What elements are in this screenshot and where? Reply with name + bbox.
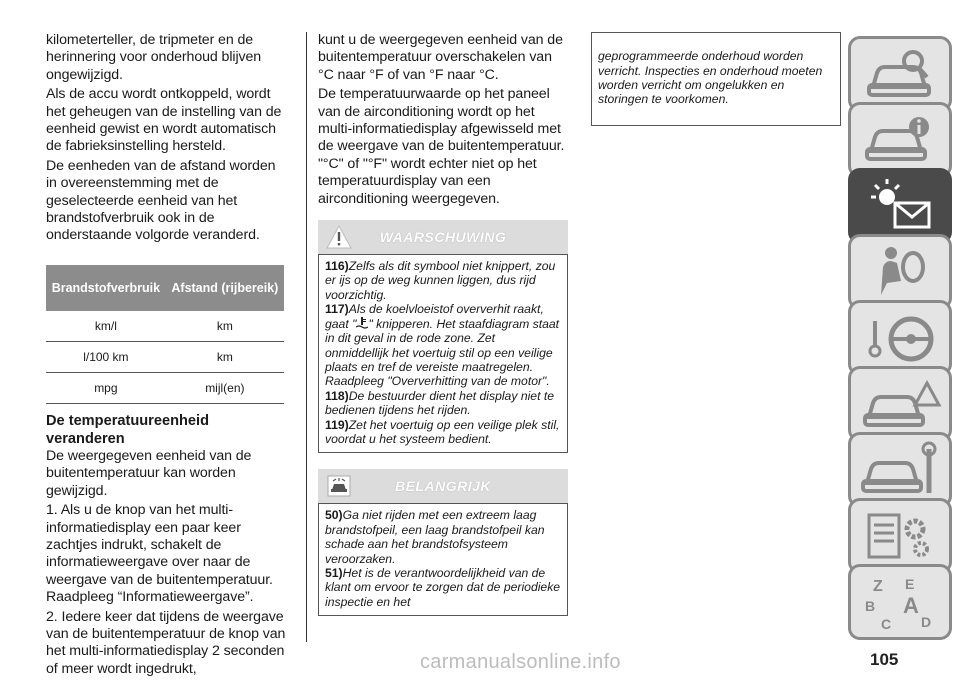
svg-text:B: B [865,598,876,614]
tab-starting-driving[interactable] [848,300,952,376]
important-title: BELANGRIJK [394,478,491,495]
paragraph: De temperatuurwaarde op het paneel van de airconditioning wordt op het multi-informatiedisplay afgewisseld met de weergave van de buitentemperatuur. "°C" of "°F" wordt echter niet op het temperatuurdisplay van een airconditioning weergegeven. [318,86,565,207]
paragraph: kilometerteller, de tripmeter en de herinnering voor onderhoud blijven ongewijzigd. [46,32,262,83]
watermark: carmanualsonline.info [420,651,621,673]
item-text: Als de koelvloeistof oververhit raakt, gaat " [325,302,544,331]
warning-light-message-icon [851,171,949,241]
item-number: 116) [325,259,349,274]
warning-item [325,302,561,388]
item-text: " knipperen. Het staafdiagram staat in dit geval in de rode zone. Zet onmiddellijk het voertuig stil op een veilige plaats en tref de vereiste maatregelen. Raadpleeg "Oververhitting van de motor". [325,316,560,389]
tab-car-info[interactable] [848,102,952,178]
table-header: Brandstofverbruik [46,265,166,311]
svg-text:E: E [905,576,915,592]
car-info-icon [851,105,949,175]
tab-car-search[interactable] [848,36,952,112]
warning-item [325,418,561,447]
svg-text:C: C [881,616,892,632]
key-steering-wheel-icon [851,303,949,373]
column-right [591,32,841,126]
section-heading: De temperatuureenheid veranderen [46,412,210,447]
table-cell: km/l [46,311,166,342]
warning-header [318,220,568,254]
svg-text:Z: Z [873,578,883,595]
item-number: 50) [325,508,343,523]
warning-box [318,254,568,453]
table-cell: l/100 km [46,341,166,372]
item-number: 118) [325,388,349,403]
table-header: Afstand (rijbereik) [166,265,284,311]
tab-technical-data[interactable] [848,498,952,574]
paragraph: De eenheden van de afstand worden in overeenstemming met de geselecteerde eenheid van het brandstofverbruik ook in de onderstaande volgorde veranderd. [46,157,276,244]
paragraph: 2. Iedere keer dat tijdens de weergave van de buitentemperatuur de knop van het multi-informatiedisplay 2 seconden of meer wordt ingedrukt, [46,608,286,677]
item-number: 117) [325,302,349,317]
column-middle [318,32,568,616]
paragraph: kunt u de weergegeven eenheid van de buitentemperatuur overschakelen van °C naar °F of van °F naar °C. [318,32,563,83]
important-box-continued [591,32,841,126]
table-row [46,372,284,403]
item-number: 51) [325,565,343,580]
document-gear-icon [851,501,949,571]
unit-table [46,265,284,404]
item-text: Ga niet rijden met een extreem laag brandstofpeil, een laag brandstofpeil kan schade aan het brandstofsysteem veroorzaken. [325,508,545,566]
table-row [46,311,284,342]
tab-maintenance[interactable] [848,432,952,508]
important-header [318,469,568,503]
tab-emergency[interactable] [848,366,952,442]
item-text: Zet het voertuig op een veilige plek stil, voordat u het systeem bedient. [325,417,560,446]
car-wrench-icon [851,435,949,505]
item-number: 119) [325,417,349,432]
warning-car-icon [851,369,949,439]
car-search-icon [851,39,949,109]
airbag-seat-icon [851,237,949,307]
table-cell: km [166,341,284,372]
important-box [318,503,568,616]
item-text: Het is de verantwoordelijkheid van de klant om ervoor te zorgen dat de periodieke inspectie en het [325,565,561,609]
paragraph: De weergegeven eenheid van de buitentemperatuur kan worden gewijzigd. [46,447,252,499]
alphabet-index-icon [851,567,949,637]
important-item-continued: geprogrammeerde onderhoud worden verricht. Inspecties en onderhoud moeten worden verricht om ongelukken en storingen te voorkomen. [598,49,823,107]
warning-item [325,259,561,302]
important-item [325,508,561,566]
svg-text:D: D [921,614,932,630]
item-text: De bestuurder dient het display niet te bedienen tijdens het rijden. [325,388,555,418]
paragraph: Als de accu wordt ontkoppeld, wordt het geheugen van de instelling van de eenheid gewist en wordt automatisch de fabrieksinstelling hersteld. [46,86,282,155]
warning-title: WAARSCHUWING [379,229,507,246]
tab-index[interactable] [848,564,952,640]
column-divider [306,32,307,642]
table-cell: mpg [46,372,166,403]
table-cell: mijl(en) [166,372,284,403]
page-number: 105 [870,650,899,669]
column-left [46,32,286,680]
item-text: Zelfs als dit symbool niet knippert, zou er ijs op de weg kunnen liggen, dus rijd voorzichtig. [325,259,556,302]
coolant-temperature-icon [356,317,368,329]
tab-warning-lights-messages[interactable] [848,168,952,244]
warning-item [325,389,561,418]
important-item [325,566,561,609]
tab-safety[interactable] [848,234,952,310]
svg-text:A: A [903,593,919,618]
table-row [46,341,284,372]
table-cell: km [166,311,284,342]
paragraph: 1. Als u de knop van het multi-informatiedisplay een paar keer zachtjes indrukt, schakelt de informatieweergave over naar de weergave van de buitentemperatuur. Raadpleeg “Informatieweergave”. [46,502,273,606]
